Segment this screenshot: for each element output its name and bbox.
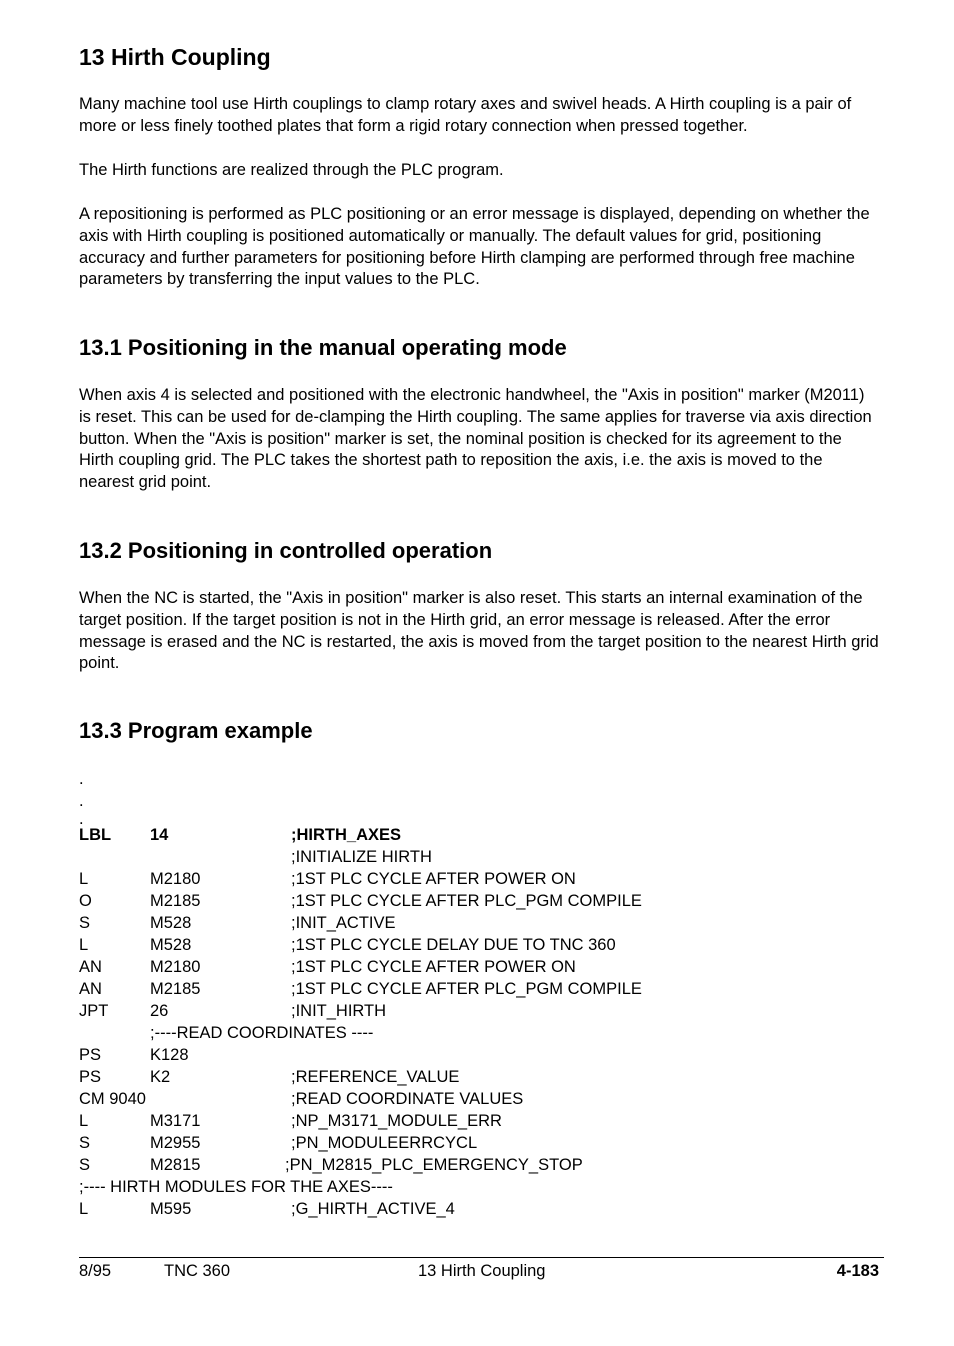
code-operation: S [79, 1134, 91, 1152]
code-comment: ;INIT_HIRTH [291, 1002, 387, 1020]
code-operation: CM 9040 [79, 1090, 146, 1108]
code-line [79, 848, 879, 870]
code-line [79, 1068, 879, 1090]
code-comment: ;PN_M2815_PLC_EMERGENCY_STOP [285, 1156, 583, 1174]
section-3-title: 13.3 Program example [79, 718, 313, 743]
code-operand: M2955 [150, 1134, 201, 1152]
section-2-text: When the NC is started, the "Axis in position" marker is also reset. This starts an internal examination of the target position. If the target position is not in the Hirth grid, an error message is released. After the error message is erased and the NC is restarted, the axis is moved from the target position to the nearest Hirth grid point. [79, 589, 879, 673]
code-line [79, 936, 879, 958]
code-operand: M2185 [150, 892, 201, 910]
code-operation: L [79, 1200, 89, 1218]
code-line [79, 914, 879, 936]
code-line [79, 1134, 879, 1156]
intro-paragraph-3: A repositioning is performed as PLC positioning or an error message is displayed, depending on whether the axis with Hirth coupling is positioned automatically or manually. The default values for grid, positioning accuracy and further parameters for positioning before Hirth clamping are performed through free machine parameters by transferring the input values to the PLC. [79, 205, 870, 289]
intro-paragraph-1: Many machine tool use Hirth couplings to clamp rotary axes and swivel heads. A Hirth coupling is a pair of more or less finely toothed plates that form a rigid rotary connection when pressed together. [79, 95, 852, 135]
code-operation: L [79, 870, 89, 888]
code-operation: PS [79, 1046, 102, 1064]
code-line [79, 1024, 879, 1046]
code-comment: ;REFERENCE_VALUE [291, 1068, 460, 1086]
code-comment: ;1ST PLC CYCLE AFTER POWER ON [291, 958, 576, 976]
code-comment: ;1ST PLC CYCLE AFTER PLC_PGM COMPILE [291, 980, 642, 998]
code-line [79, 870, 879, 892]
section-2-title: 13.2 Positioning in controlled operation [79, 538, 493, 563]
program-listing [79, 770, 879, 1222]
code-operand: 26 [150, 1002, 169, 1020]
code-operand: K2 [150, 1068, 171, 1086]
code-operation: JPT [79, 1002, 109, 1020]
code-line [79, 1002, 879, 1024]
ellipsis-line: . [79, 792, 84, 810]
code-operation: AN [79, 980, 102, 998]
code-line [79, 1178, 879, 1200]
code-line [79, 1156, 879, 1178]
code-comment: ;PN_MODULEERRCYCL [291, 1134, 478, 1152]
code-comment: ;G_HIRTH_ACTIVE_4 [291, 1200, 455, 1218]
footer-rule [79, 1257, 884, 1258]
code-operand: M528 [150, 936, 192, 954]
code-operand: M2185 [150, 980, 201, 998]
code-comment: ;INIT_ACTIVE [291, 914, 396, 932]
code-line [79, 892, 879, 914]
code-operation: LBL [79, 826, 112, 844]
code-comment: ;1ST PLC CYCLE DELAY DUE TO TNC 360 [291, 936, 616, 954]
footer-date: 8/95 [79, 1262, 112, 1280]
code-line [79, 826, 879, 848]
code-operation: L [79, 1112, 89, 1130]
code-operand: ;----READ COORDINATES ---- [150, 1024, 374, 1042]
code-operation: L [79, 936, 89, 954]
code-line [79, 1090, 879, 1112]
intro-paragraph-2: The Hirth functions are realized through the PLC program. [79, 161, 504, 179]
code-operation: O [79, 892, 92, 910]
code-operand: M2815 [150, 1156, 201, 1174]
code-comment: ;1ST PLC CYCLE AFTER PLC_PGM COMPILE [291, 892, 642, 910]
code-line [79, 1046, 879, 1068]
footer-page-number: 4-183 [836, 1262, 879, 1280]
code-operation: S [79, 914, 91, 932]
code-comment: ;READ COORDINATE VALUES [291, 1090, 524, 1108]
code-operation: AN [79, 958, 102, 976]
code-operand: M2180 [150, 870, 201, 888]
code-comment: ;INITIALIZE HIRTH [291, 848, 432, 866]
code-operand: M3171 [150, 1112, 201, 1130]
page-title: 13 Hirth Coupling [79, 44, 271, 70]
code-operand: K128 [150, 1046, 189, 1064]
code-line [79, 1112, 879, 1134]
code-operand: M528 [150, 914, 192, 932]
code-line [79, 958, 879, 980]
footer-chapter: 13 Hirth Coupling [418, 1262, 546, 1280]
code-operand: 14 [150, 826, 169, 844]
code-operation: PS [79, 1068, 102, 1086]
code-operation: ;---- HIRTH MODULES FOR THE AXES---- [79, 1178, 393, 1196]
code-operand: M595 [150, 1200, 192, 1218]
ellipsis-line: . [79, 810, 84, 828]
footer-product: TNC 360 [164, 1262, 231, 1280]
code-line [79, 1200, 879, 1222]
ellipsis-line: . [79, 770, 84, 788]
code-line [79, 980, 879, 1002]
code-comment: ;NP_M3171_MODULE_ERR [291, 1112, 502, 1130]
code-operation: S [79, 1156, 91, 1174]
code-comment: ;HIRTH_AXES [291, 826, 402, 844]
code-comment: ;1ST PLC CYCLE AFTER POWER ON [291, 870, 576, 888]
code-operand: M2180 [150, 958, 201, 976]
section-1-text: When axis 4 is selected and positioned with the electronic handwheel, the "Axis in position" marker (M2011) is reset. This can be used for de-clamping the Hirth coupling. The same applies for traverse via axis direction button. When the "Axis is position" marker is set, the nominal position is checked for its agreement to the Hirth coupling grid. The PLC takes the shortest path to reposition the axis, i.e. the axis is moved to the nearest grid point. [79, 386, 872, 492]
section-1-title: 13.1 Positioning in the manual operating mode [79, 335, 567, 360]
